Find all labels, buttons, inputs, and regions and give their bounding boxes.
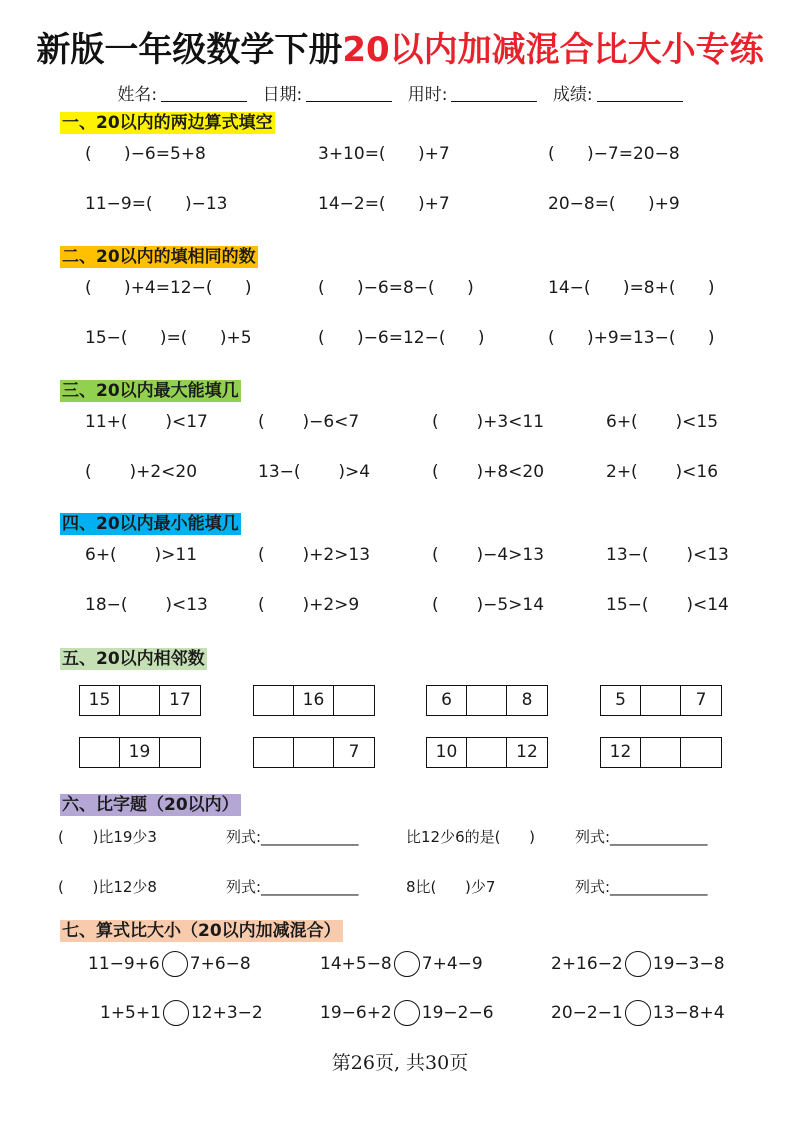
equation: 11+( )<17	[85, 412, 208, 432]
compare-item	[551, 951, 725, 977]
formula-blank[interactable]: 列式:_____________	[226, 828, 359, 846]
equation: ( )−7=20−8	[548, 144, 680, 164]
word-problem: ( )比19少3	[58, 828, 157, 846]
title-red-part: 20以内加减混合比大小专练	[342, 30, 764, 70]
number-cell[interactable]	[160, 738, 200, 767]
compare-item	[100, 1000, 263, 1026]
equation: ( )+8<20	[432, 462, 545, 482]
equation: 13−( )>4	[258, 462, 371, 482]
compare-circle[interactable]	[394, 1000, 420, 1026]
compare-right: 19−3−8	[652, 954, 725, 974]
number-cell[interactable]	[254, 686, 294, 715]
number-cell[interactable]	[681, 738, 721, 767]
section-2-heading: 二、20以内的填相同的数	[62, 247, 256, 267]
word-problem: 8比( )少7	[406, 878, 496, 896]
title-black-part: 新版一年级数学下册	[36, 30, 343, 70]
compare-left: 19−6+2	[320, 1003, 392, 1023]
equation: ( )−6=5+8	[85, 144, 206, 164]
compare-circle[interactable]	[625, 951, 651, 977]
number-cell: 8	[521, 690, 533, 710]
time-blank[interactable]	[451, 84, 537, 102]
section-1-heading: 一、20以内的两边算式填空	[62, 113, 273, 133]
equation: ( )+2>13	[258, 545, 371, 565]
equation: ( )−5>14	[432, 595, 545, 615]
equation: 20−8=( )+9	[548, 194, 680, 214]
number-cell: 5	[601, 686, 641, 715]
compare-item	[320, 1000, 494, 1026]
compare-right: 7+6−8	[189, 954, 251, 974]
number-cell[interactable]	[334, 686, 374, 715]
date-blank[interactable]	[306, 84, 392, 102]
equation: ( )+2>9	[258, 595, 360, 615]
equation: 14−2=( )+7	[318, 194, 450, 214]
number-cell: 7	[695, 690, 707, 710]
neighbor-number-box	[253, 685, 375, 716]
number-cell[interactable]	[294, 738, 334, 767]
number-cell[interactable]	[467, 686, 507, 715]
number-cell: 17	[169, 690, 191, 710]
section-3-heading: 三、20以内最大能填几	[62, 381, 239, 401]
equation: ( )−6=12−( )	[318, 328, 485, 348]
date-label: 日期:	[262, 85, 303, 105]
equation: 14−( )=8+( )	[548, 278, 715, 298]
compare-left: 20−2−1	[551, 1003, 623, 1023]
section-4-heading: 四、20以内最小能填几	[62, 514, 239, 534]
equation: ( )−4>13	[432, 545, 545, 565]
section-5-heading: 五、20以内相邻数	[62, 649, 205, 669]
compare-circle[interactable]	[163, 1000, 189, 1026]
time-label: 用时:	[407, 85, 448, 105]
compare-circle[interactable]	[625, 1000, 651, 1026]
equation: 15−( )<14	[606, 595, 729, 615]
equation: 6+( )>11	[85, 545, 198, 565]
word-problem: ( )比12少8	[58, 878, 157, 896]
compare-right: 7+4−9	[421, 954, 483, 974]
equation: ( )+2<20	[85, 462, 198, 482]
equation: 6+( )<15	[606, 412, 719, 432]
name-blank[interactable]	[161, 84, 247, 102]
neighbor-number-box	[253, 737, 375, 768]
equation: ( )−6<7	[258, 412, 360, 432]
number-cell[interactable]	[641, 738, 681, 767]
number-cell: 12	[516, 742, 538, 762]
page-number: 第26页, 共30页	[331, 1052, 469, 1074]
formula-blank[interactable]: 列式:_____________	[226, 878, 359, 896]
formula-blank[interactable]: 列式:_____________	[575, 878, 708, 896]
student-info-line	[0, 80, 800, 105]
name-label: 姓名:	[117, 85, 158, 105]
section-7-heading: 七、算式比大小（20以内加减混合）	[62, 921, 341, 941]
equation: ( )+9=13−( )	[548, 328, 715, 348]
equation: 11−9=( )−13	[85, 194, 228, 214]
compare-left: 2+16−2	[551, 954, 623, 974]
compare-item	[88, 951, 251, 977]
neighbor-number-box	[79, 685, 201, 716]
number-cell[interactable]	[80, 738, 120, 767]
number-cell: 16	[294, 686, 334, 715]
number-cell: 12	[601, 738, 641, 767]
number-cell[interactable]	[641, 686, 681, 715]
neighbor-number-box	[79, 737, 201, 768]
compare-circle[interactable]	[394, 951, 420, 977]
number-cell: 10	[427, 738, 467, 767]
compare-left: 1+5+1	[100, 1003, 161, 1023]
compare-right: 12+3−2	[190, 1003, 263, 1023]
compare-left: 11−9+6	[88, 954, 160, 974]
compare-item	[551, 1000, 725, 1026]
compare-left: 14+5−8	[320, 954, 392, 974]
equation: ( )+3<11	[432, 412, 545, 432]
page-title	[0, 22, 800, 71]
equation: 2+( )<16	[606, 462, 719, 482]
section-6-heading: 六、比字题（20以内）	[62, 795, 239, 815]
score-blank[interactable]	[597, 84, 683, 102]
neighbor-number-box	[600, 737, 722, 768]
compare-circle[interactable]	[162, 951, 188, 977]
compare-item	[320, 951, 483, 977]
word-problem: 比12少6的是( )	[406, 828, 535, 846]
equation: ( )−6=8−( )	[318, 278, 474, 298]
compare-right: 13−8+4	[652, 1003, 725, 1023]
number-cell[interactable]	[254, 738, 294, 767]
number-cell: 6	[427, 686, 467, 715]
equation: 15−( )=( )+5	[85, 328, 252, 348]
equation: 3+10=( )+7	[318, 144, 450, 164]
equation: 13−( )<13	[606, 545, 729, 565]
number-cell[interactable]	[467, 738, 507, 767]
formula-blank[interactable]: 列式:_____________	[575, 828, 708, 846]
neighbor-number-box	[426, 737, 548, 768]
number-cell[interactable]	[120, 686, 160, 715]
equation: 18−( )<13	[85, 595, 208, 615]
neighbor-number-box	[426, 685, 548, 716]
neighbor-number-box	[600, 685, 722, 716]
number-cell: 7	[348, 742, 360, 762]
score-label: 成绩:	[552, 85, 593, 105]
equation: ( )+4=12−( )	[85, 278, 252, 298]
number-cell: 19	[120, 738, 160, 767]
compare-right: 19−2−6	[421, 1003, 494, 1023]
number-cell: 15	[80, 686, 120, 715]
